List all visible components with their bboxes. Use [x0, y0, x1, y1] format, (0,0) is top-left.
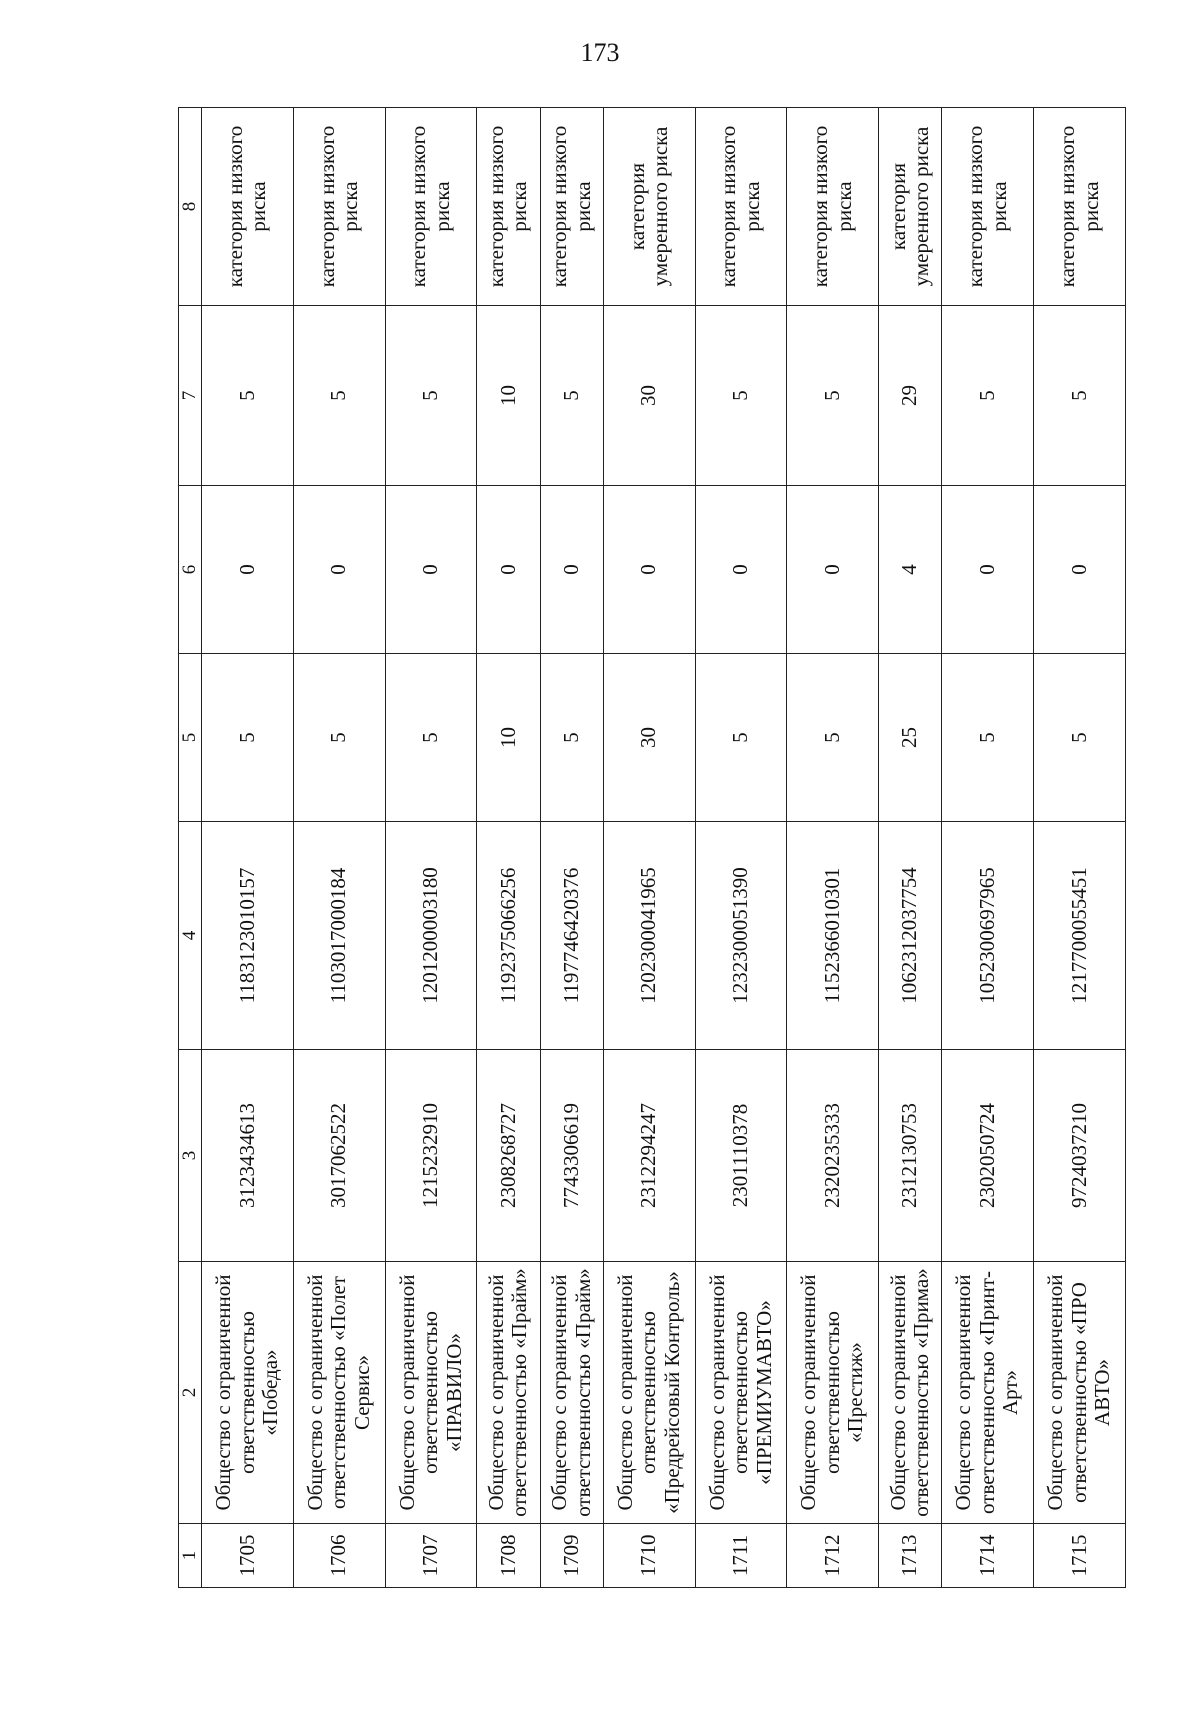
ogrn-cell: 1232300051390 — [695, 822, 787, 1050]
risk-category-cell: категория умеренного риска — [603, 108, 695, 306]
value-col5-cell: 5 — [942, 654, 1034, 822]
table-row — [202, 108, 294, 1588]
registry-table-container — [178, 108, 1126, 1588]
value-col7-cell: 5 — [540, 306, 603, 486]
value-col5-cell: 5 — [385, 654, 477, 822]
risk-category-cell: категория низкого риска — [787, 108, 879, 306]
risk-category-cell: категория низкого риска — [540, 108, 603, 306]
risk-category-cell: категория низкого риска — [1034, 108, 1126, 306]
registry-table — [178, 107, 1126, 1588]
organization-name-cell: Общество с ограниченной ответственностью «ПРАВИЛО» — [385, 1262, 477, 1524]
risk-category-cell: категория низкого риска — [385, 108, 477, 306]
ogrn-cell: 1062312037754 — [879, 822, 942, 1050]
value-col6-cell: 0 — [477, 486, 540, 654]
row-number-cell: 1713 — [879, 1524, 942, 1588]
table-body — [202, 108, 1126, 1588]
value-col7-cell: 29 — [879, 306, 942, 486]
organization-name-cell: Общество с ограниченной ответственностью «Престиж» — [787, 1262, 879, 1524]
organization-name-cell: Общество с ограниченной ответственностью «ПРО АВТО» — [1034, 1262, 1126, 1524]
inn-cell: 2320235333 — [787, 1050, 879, 1262]
value-col6-cell: 4 — [879, 486, 942, 654]
ogrn-cell: 1197746420376 — [540, 822, 603, 1050]
column-header-5: 5 — [179, 654, 202, 822]
column-header-1: 1 — [179, 1524, 202, 1588]
ogrn-cell: 1103017000184 — [293, 822, 385, 1050]
organization-name-cell: Общество с ограниченной ответственностью «Принт-Арт» — [942, 1262, 1034, 1524]
row-number-cell: 1706 — [293, 1524, 385, 1588]
value-col5-cell: 5 — [787, 654, 879, 822]
risk-category-cell: категория низкого риска — [477, 108, 540, 306]
table-row — [787, 108, 879, 1588]
organization-name-cell: Общество с ограниченной ответственностью «Прайм» — [477, 1262, 540, 1524]
row-number-cell: 1708 — [477, 1524, 540, 1588]
row-number-cell: 1712 — [787, 1524, 879, 1588]
row-number-cell: 1711 — [695, 1524, 787, 1588]
risk-category-cell: категория низкого риска — [202, 108, 294, 306]
row-number-cell: 1707 — [385, 1524, 477, 1588]
table-row — [603, 108, 695, 1588]
risk-category-cell: категория низкого риска — [942, 108, 1034, 306]
value-col7-cell: 5 — [1034, 306, 1126, 486]
table-row — [942, 108, 1034, 1588]
inn-cell: 2312130753 — [879, 1050, 942, 1262]
inn-cell: 1215232910 — [385, 1050, 477, 1262]
inn-cell: 3017062522 — [293, 1050, 385, 1262]
value-col7-cell: 5 — [787, 306, 879, 486]
organization-name-cell: Общество с ограниченной ответственностью «Прайм» — [540, 1262, 603, 1524]
value-col7-cell: 5 — [695, 306, 787, 486]
inn-cell: 2302050724 — [942, 1050, 1034, 1262]
value-col5-cell: 30 — [603, 654, 695, 822]
ogrn-cell: 1192375066256 — [477, 822, 540, 1050]
value-col5-cell: 5 — [540, 654, 603, 822]
header-row — [179, 108, 202, 1588]
value-col7-cell: 5 — [942, 306, 1034, 486]
column-header-8: 8 — [179, 108, 202, 306]
value-col6-cell: 0 — [942, 486, 1034, 654]
table-row — [1034, 108, 1126, 1588]
row-number-cell: 1709 — [540, 1524, 603, 1588]
value-col7-cell: 5 — [293, 306, 385, 486]
page-number: 173 — [580, 38, 620, 67]
value-col6-cell: 0 — [202, 486, 294, 654]
value-col7-cell: 5 — [385, 306, 477, 486]
table-row — [695, 108, 787, 1588]
value-col5-cell: 25 — [879, 654, 942, 822]
inn-cell: 3123434613 — [202, 1050, 294, 1262]
value-col7-cell: 30 — [603, 306, 695, 486]
table-header — [179, 108, 202, 1588]
inn-cell: 9724037210 — [1034, 1050, 1126, 1262]
inn-cell: 2308268727 — [477, 1050, 540, 1262]
ogrn-cell: 1183123010157 — [202, 822, 294, 1050]
value-col7-cell: 5 — [202, 306, 294, 486]
column-header-3: 3 — [179, 1050, 202, 1262]
risk-category-cell: категория низкого риска — [293, 108, 385, 306]
value-col5-cell: 10 — [477, 654, 540, 822]
column-header-2: 2 — [179, 1262, 202, 1524]
value-col6-cell: 0 — [385, 486, 477, 654]
column-header-7: 7 — [179, 306, 202, 486]
value-col6-cell: 0 — [603, 486, 695, 654]
value-col6-cell: 0 — [540, 486, 603, 654]
value-col6-cell: 0 — [787, 486, 879, 654]
table-row — [879, 108, 942, 1588]
column-header-4: 4 — [179, 822, 202, 1050]
column-header-6: 6 — [179, 486, 202, 654]
organization-name-cell: Общество с ограниченной ответственностью «Предрейсовый Контроль» — [603, 1262, 695, 1524]
value-col5-cell: 5 — [695, 654, 787, 822]
row-number-cell: 1710 — [603, 1524, 695, 1588]
value-col6-cell: 0 — [293, 486, 385, 654]
inn-cell: 7743306619 — [540, 1050, 603, 1262]
value-col5-cell: 5 — [202, 654, 294, 822]
ogrn-cell: 1202300041965 — [603, 822, 695, 1050]
row-number-cell: 1705 — [202, 1524, 294, 1588]
value-col6-cell: 0 — [1034, 486, 1126, 654]
organization-name-cell: Общество с ограниченной ответственностью «Победа» — [202, 1262, 294, 1524]
table-row — [540, 108, 603, 1588]
ogrn-cell: 1201200003180 — [385, 822, 477, 1050]
ogrn-cell: 1152366010301 — [787, 822, 879, 1050]
value-col5-cell: 5 — [293, 654, 385, 822]
inn-cell: 2312294247 — [603, 1050, 695, 1262]
table-row — [385, 108, 477, 1588]
inn-cell: 2301110378 — [695, 1050, 787, 1262]
ogrn-cell: 1217700055451 — [1034, 822, 1126, 1050]
row-number-cell: 1715 — [1034, 1524, 1126, 1588]
value-col5-cell: 5 — [1034, 654, 1126, 822]
risk-category-cell: категория умеренного риска — [879, 108, 942, 306]
organization-name-cell: Общество с ограниченной ответственностью «ПРЕМИУМАВТО» — [695, 1262, 787, 1524]
value-col6-cell: 0 — [695, 486, 787, 654]
value-col7-cell: 10 — [477, 306, 540, 486]
risk-category-cell: категория низкого риска — [695, 108, 787, 306]
row-number-cell: 1714 — [942, 1524, 1034, 1588]
table-row — [477, 108, 540, 1588]
rotated-table-frame — [178, 108, 1126, 1588]
table-row — [293, 108, 385, 1588]
ogrn-cell: 1052300697965 — [942, 822, 1034, 1050]
organization-name-cell: Общество с ограниченной ответственностью «Прима» — [879, 1262, 942, 1524]
organization-name-cell: Общество с ограниченной ответственностью «Полет Сервис» — [293, 1262, 385, 1524]
